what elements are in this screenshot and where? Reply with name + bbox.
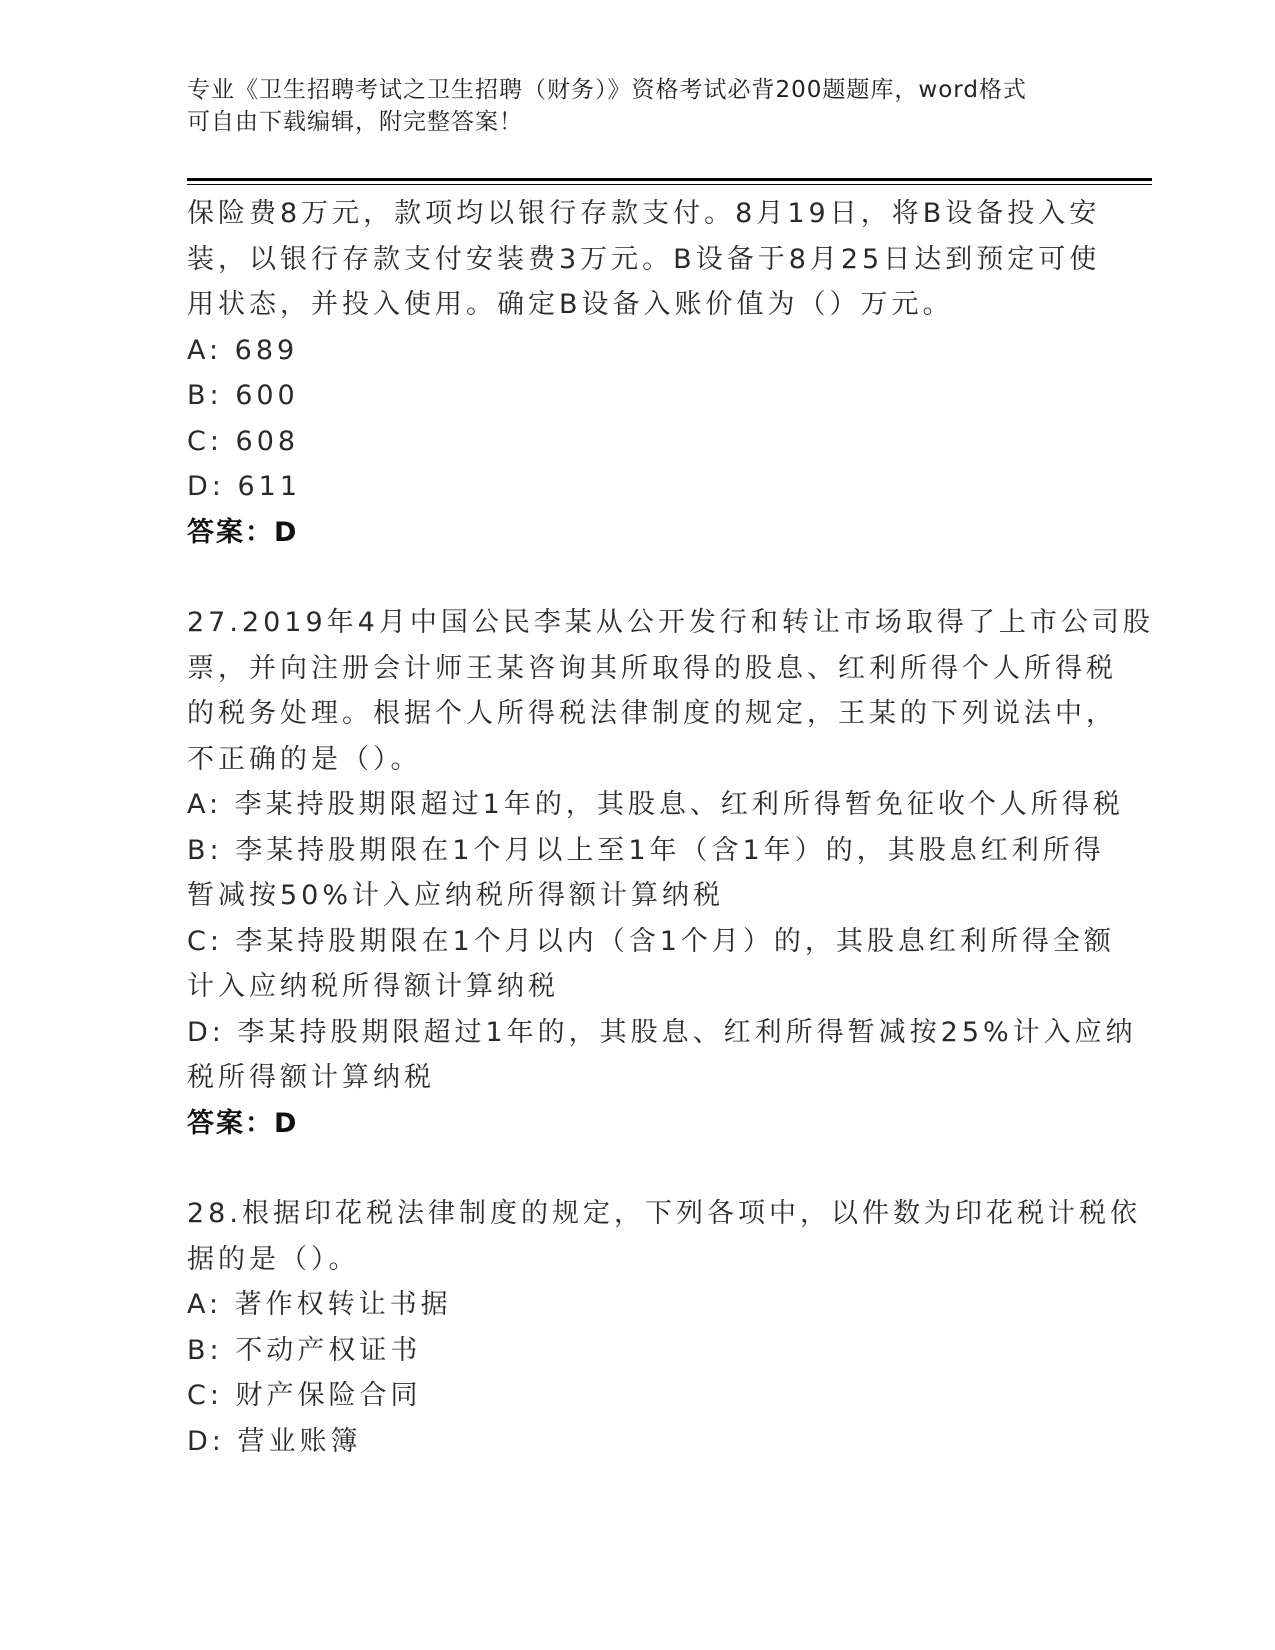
question-text-line: 27.2019年4月中国公民李某从公开发行和转让市场取得了上市公司股 (187, 607, 1154, 638)
option-a: A: 著作权转让书据 (187, 1289, 452, 1320)
option-b: B: 李某持股期限在1个月以上至1年（含1年）的，其股息红利所得 (187, 834, 1105, 866)
answer-label: 答案：D (187, 516, 299, 548)
question-text-line: 据的是（）。 (187, 1243, 360, 1275)
option-c: C: 财产保险合同 (187, 1380, 422, 1411)
question-text-line: 28.根据印花税法律制度的规定，下列各项中，以件数为印花税计税依 (187, 1198, 1141, 1229)
option-a: A: 689 (187, 334, 299, 366)
question-text-line: 装，以银行存款支付安装费3万元。B设备于8月25日达到预定可使 (187, 243, 1101, 275)
header-line-1: 专业《卫生招聘考试之卫生招聘（财务）》资格考试必背200题题库，word格式 (187, 77, 1027, 103)
option-c: C: 608 (187, 425, 300, 457)
answer-label: 答案：D (187, 1107, 299, 1139)
option-d: D: 营业账簿 (187, 1425, 362, 1457)
question-27 (187, 600, 1154, 1146)
question-text-line: 的税务处理。根据个人所得税法律制度的规定，王某的下列说法中， (187, 698, 1117, 729)
question-text-line: 用状态，并投入使用。确定B设备入账价值为（）万元。 (187, 289, 954, 320)
document-header (187, 74, 1067, 138)
header-line-2: 可自由下载编辑，附完整答案！ (187, 109, 523, 135)
option-c: C: 李某持股期限在1个月以内（含1个月）的，其股息红利所得全额 (187, 925, 1115, 957)
option-b-continued: 暂减按50%计入应纳税所得额计算纳税 (187, 880, 725, 911)
option-b: B: 600 (187, 380, 299, 411)
option-d: D: 李某持股期限超过1年的，其股息、红利所得暂减按25%计入应纳 (187, 1016, 1137, 1048)
option-c-continued: 计入应纳税所得额计算纳税 (187, 971, 559, 1002)
question-26-continuation (187, 191, 1101, 555)
header-divider-thin (187, 184, 1152, 185)
option-d-continued: 税所得额计算纳税 (187, 1062, 435, 1093)
option-d: D: 611 (187, 471, 302, 502)
question-28 (187, 1191, 1141, 1464)
document-body (187, 191, 1154, 1464)
header-divider-thick (187, 178, 1152, 181)
option-a: A: 李某持股期限超过1年的，其股息、红利所得暂免征收个人所得税 (187, 789, 1124, 820)
question-text-line: 不正确的是（）。 (187, 743, 422, 775)
question-text-line: 保险费8万元，款项均以银行存款支付。8月19日，将B设备投入安 (187, 198, 1101, 229)
question-text-line: 票，并向注册会计师王某咨询其所取得的股息、红利所得个人所得税 (187, 652, 1117, 684)
option-b: B: 不动产权证书 (187, 1334, 422, 1366)
